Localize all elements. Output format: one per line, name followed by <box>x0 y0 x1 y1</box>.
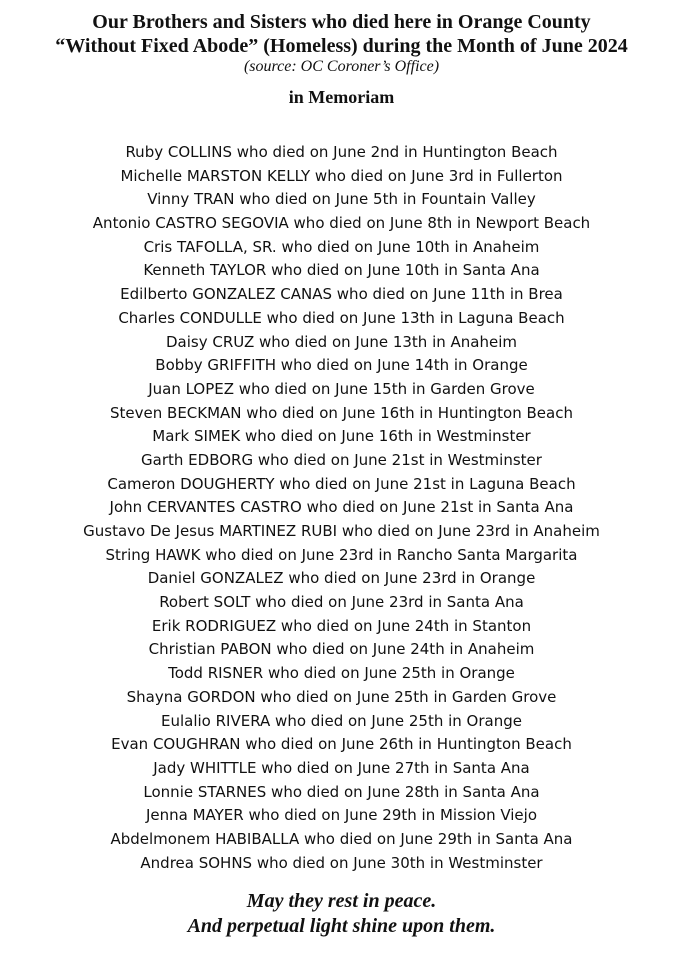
memorial-entry: Steven BECKMAN who died on June 16th in Huntington Beach <box>110 403 573 422</box>
memoriam-heading: in Memoriam <box>288 87 395 107</box>
page-title-line-1: Our Brothers and Sisters who died here in Orange County <box>92 11 591 33</box>
memorial-entry: Bobby GRIFFITH who died on June 14th in Orange <box>155 356 528 375</box>
memorial-entry: Ruby COLLINS who died on June 2nd in Huntington Beach <box>125 143 558 161</box>
memorial-entry: Kenneth TAYLOR who died on June 10th in Santa Ana <box>143 261 540 280</box>
memorial-entry: Vinny TRAN who died on June 5th in Fountain Valley <box>147 190 536 209</box>
memorial-entry: Abdelmonem HABIBALLA who died on June 29th in Santa Ana <box>110 829 573 848</box>
closing-line-1: May they rest in peace. <box>246 890 437 912</box>
memorial-entry: Eulalio RIVERA who died on June 25th in Orange <box>161 711 522 730</box>
source-note: (source: OC Coroner’s Office) <box>243 58 440 75</box>
memorial-entry: Jenna MAYER who died on June 29th in Mission Viejo <box>145 806 538 825</box>
memorial-entry: John CERVANTES CASTRO who died on June 21st in Santa Ana <box>109 498 574 517</box>
memorial-entry: Garth EDBORG who died on June 21st in Westminster <box>141 450 542 469</box>
page-title-line-2: “Without Fixed Abode” (Homeless) during the Month of June 2024 <box>55 35 628 57</box>
memorial-name-list <box>0 141 683 875</box>
memorial-header <box>0 10 683 108</box>
memorial-entry: Mark SIMEK who died on June 16th in Westminster <box>152 427 531 446</box>
memorial-entry: Antonio CASTRO SEGOVIA who died on June 8th in Newport Beach <box>92 214 591 233</box>
memorial-entry: Michelle MARSTON KELLY who died on June 3rd in Fullerton <box>120 166 563 185</box>
memorial-entry: String HAWK who died on June 23rd in Rancho Santa Margarita <box>105 545 578 564</box>
memorial-entry: Cris TAFOLLA, SR. who died on June 10th in Anaheim <box>143 237 540 256</box>
memorial-entry: Erik RODRIGUEZ who died on June 24th in Stanton <box>151 616 532 635</box>
memorial-entry: Evan COUGHRAN who died on June 26th in Huntington Beach <box>111 735 572 754</box>
memorial-entry: Shayna GORDON who died on June 25th in Garden Grove <box>126 687 557 706</box>
memorial-entry: Christian PABON who died on June 24th in Anaheim <box>148 640 535 659</box>
memorial-entry: Edilberto GONZALEZ CANAS who died on June 11th in Brea <box>120 285 563 304</box>
memorial-entry: Gustavo De Jesus MARTINEZ RUBI who died on June 23rd in Anaheim <box>83 522 600 540</box>
memorial-entry: Todd RISNER who died on June 25th in Orange <box>168 664 515 683</box>
memorial-entry: Robert SOLT who died on June 23rd in Santa Ana <box>159 593 524 612</box>
memorial-entry: Daniel GONZALEZ who died on June 23rd in Orange <box>147 569 536 588</box>
memorial-entry: Charles CONDULLE who died on June 13th in Laguna Beach <box>118 308 565 327</box>
memorial-entry: Juan LOPEZ who died on June 15th in Garden Grove <box>148 379 535 398</box>
closing-line-2: And perpetual light shine upon them. <box>187 915 496 937</box>
memorial-entry: Lonnie STARNES who died on June 28th in Santa Ana <box>143 782 540 801</box>
memorial-entry: Daisy CRUZ who died on June 13th in Anaheim <box>166 332 517 351</box>
memorial-entry: Jady WHITTLE who died on June 27th in Santa Ana <box>153 758 530 777</box>
memorial-entry: Andrea SOHNS who died on June 30th in Westminster <box>140 853 543 872</box>
memorial-entry: Cameron DOUGHERTY who died on June 21st in Laguna Beach <box>107 474 576 493</box>
closing-blessing <box>0 889 683 939</box>
